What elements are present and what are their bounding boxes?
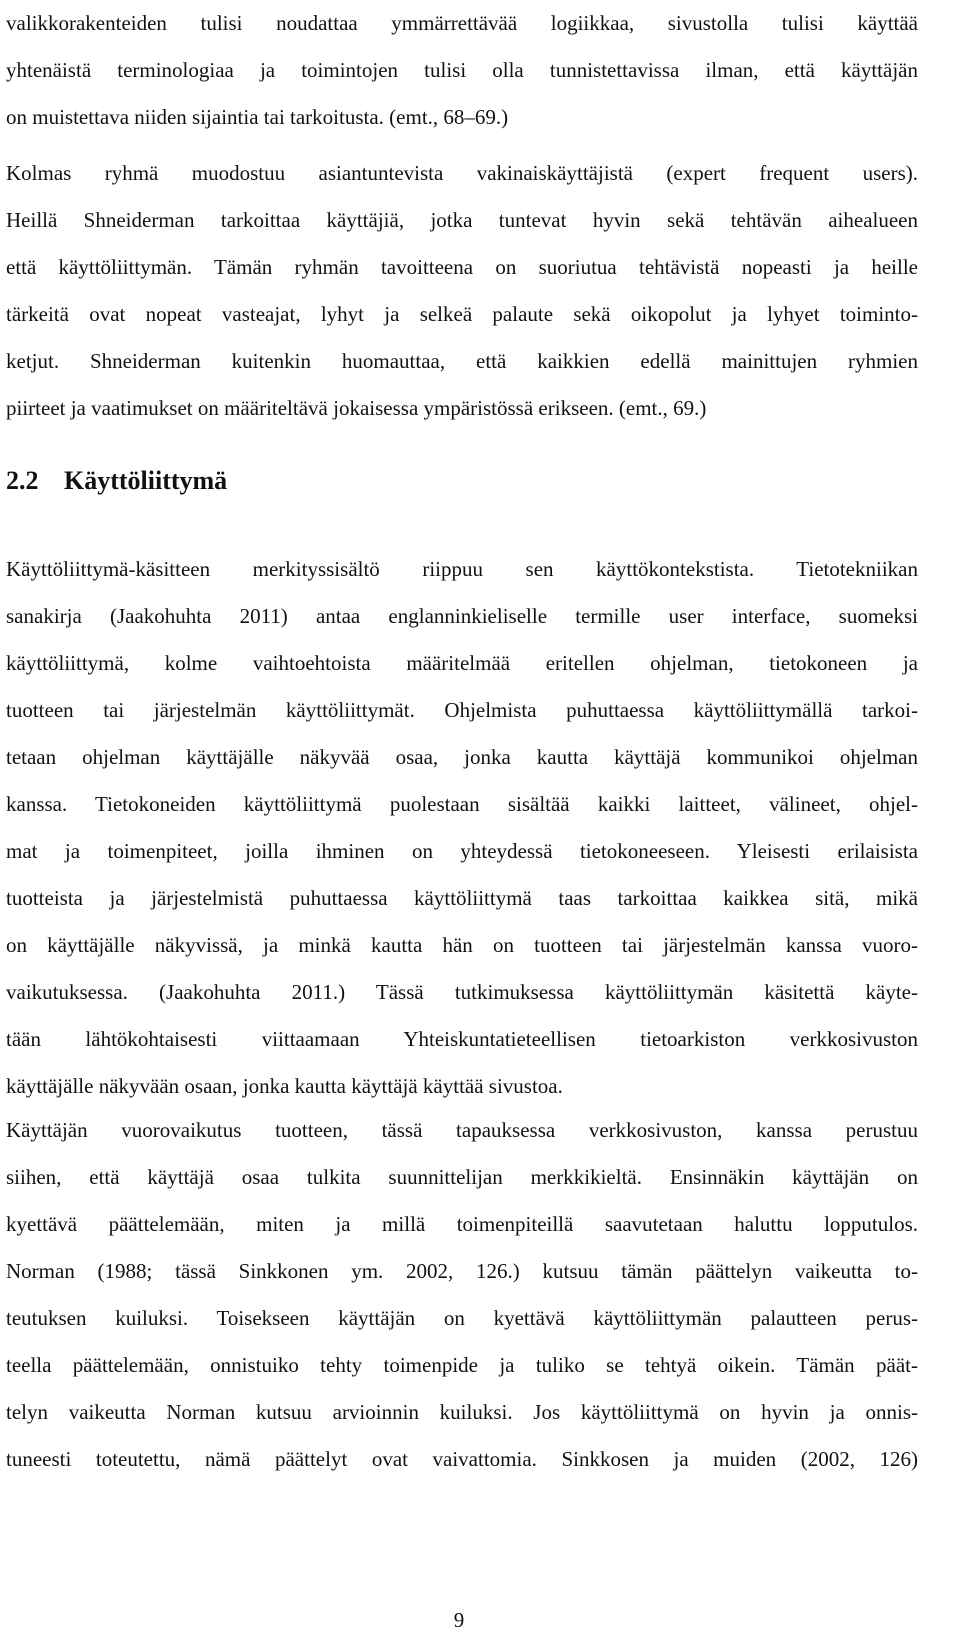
text-line: että käyttöliittymän. Tämän ryhmän tavoitteena on suoriutua tehtävistä nopeasti ja heille [6,255,918,279]
text-line: kyettävä päättelemään, miten ja millä toimenpiteillä saavutetaan haluttu lopputulos. [6,1212,918,1236]
paragraph-4 [6,1107,918,1483]
text-line: tuotteen tai järjestelmän käyttöliittymät. Ohjelmista puhuttaessa käyttöliittymällä tarkoi- [6,698,918,722]
text-line: käyttäjälle näkyvään osaan, jonka kautta käyttäjä käyttää sivustoa. [6,1074,563,1098]
text-line: käyttöliittymä, kolme vaihtoehtoista määritelmää eritellen ohjelman, tietokoneen ja [6,651,918,675]
paragraph-2 [6,150,918,432]
text-line: tään lähtökohtaisesti viittaamaan Yhteiskuntatieteellisen tietoarkiston verkkosivuston [6,1027,918,1051]
text-line: valikkorakenteiden tulisi noudattaa ymmärrettävää logiikkaa, sivustolla tulisi käyttää [6,11,918,35]
section-heading [6,456,227,506]
text-line: siihen, että käyttäjä osaa tulkita suunnittelijan merkkikieltä. Ensinnäkin käyttäjän on [6,1165,918,1189]
text-line: telyn vaikeutta Norman kutsuu arvioinnin kuiluksi. Jos käyttöliittymä on hyvin ja onnis- [6,1400,918,1424]
text-line: on muistettava niiden sijaintia tai tarkoitusta. (emt., 68–69.) [6,105,509,129]
text-line: on käyttäjälle näkyvissä, ja minkä kautta hän on tuotteen tai järjestelmän kanssa vuoro- [6,933,918,957]
text-line: Käyttöliittymä-käsitteen merkityssisältö riippuu sen käyttökontekstista. Tietotekniikan [6,557,918,581]
text-line: tärkeitä ovat nopeat vasteajat, lyhyt ja selkeä palaute sekä oikopolut ja lyhyet toiminto- [6,302,918,326]
section-title: Käyttöliittymä [64,466,228,495]
text-line: tuneesti toteutettu, nämä päättelyt ovat vaivattomia. Sinkkosen ja muiden (2002, 126) [6,1447,918,1471]
text-line: Kolmas ryhmä muodostuu asiantuntevista vakinaiskäyttäjistä (expert frequent users). [6,161,918,185]
text-line: yhtenäistä terminologiaa ja toimintojen tulisi olla tunnistettavissa ilman, että käyttäjän [6,58,918,82]
section-number: 2.2 [6,466,39,495]
text-line: mat ja toimenpiteet, joilla ihminen on yhteydessä tietokoneeseen. Yleisesti erilaisista [6,839,918,863]
text-line: Käyttäjän vuorovaikutus tuotteen, tässä tapauksessa verkkosivuston, kanssa perustuu [6,1118,918,1142]
text-line: piirteet ja vaatimukset on määriteltävä jokaisessa ympäristössä erikseen. (emt., 69.) [6,396,707,420]
text-line: vaikutuksessa. (Jaakohuhta 2011.) Tässä tutkimuksessa käyttöliittymän käsitettä käyte- [6,980,918,1004]
paragraph-3 [6,546,918,1110]
text-line: Norman (1988; tässä Sinkkonen ym. 2002, 126.) kutsuu tämän päättelyn vaikeutta to- [6,1259,918,1283]
text-line: tuotteista ja järjestelmistä puhuttaessa käyttöliittymä taas tarkoittaa kaikkea sitä, mikä [6,886,918,910]
text-line: kanssa. Tietokoneiden käyttöliittymä puolestaan sisältää kaikki laitteet, välineet, ohjel- [6,792,918,816]
text-line: Heillä Shneiderman tarkoittaa käyttäjiä, jotka tuntevat hyvin sekä tehtävän aihealueen [6,208,918,232]
text-line: teutuksen kuiluksi. Toisekseen käyttäjän on kyettävä käyttöliittymän palautteen perus- [6,1306,918,1330]
text-line: tetaan ohjelman käyttäjälle näkyvää osaa, jonka kautta käyttäjä kommunikoi ohjelman [6,745,918,769]
text-line: sanakirja (Jaakohuhta 2011) antaa englanninkieliselle termille user interface, suomeksi [6,604,918,628]
page-number: 9 [453,1608,465,1632]
text-line: ketjut. Shneiderman kuitenkin huomauttaa, että kaikkien edellä mainittujen ryhmien [6,349,918,373]
text-line: teella päättelemään, onnistuiko tehty toimenpide ja tuliko se tehtyä oikein. Tämän päät- [6,1353,918,1377]
paragraph-1 [6,0,918,141]
